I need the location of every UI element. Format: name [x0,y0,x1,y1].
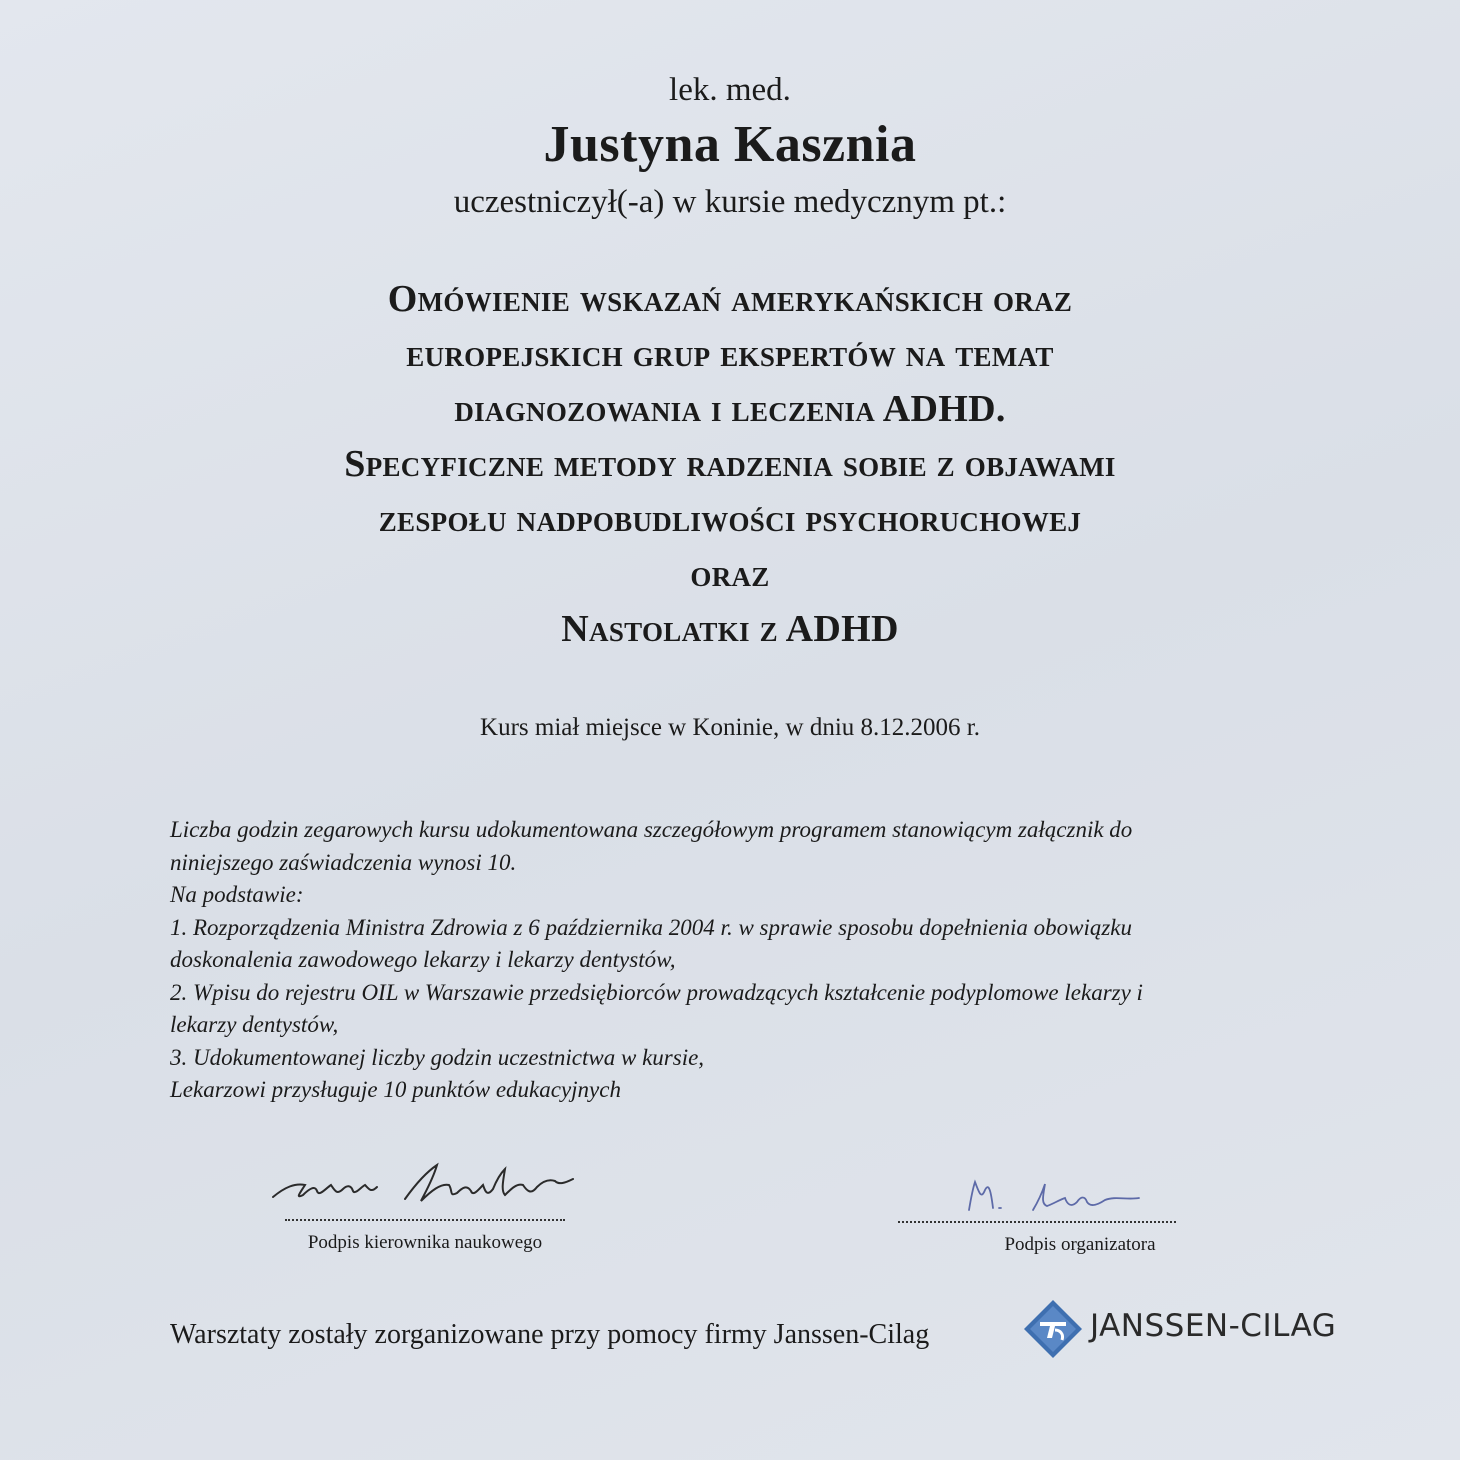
right-signature-line [898,1221,1176,1223]
legal-line: Lekarzowi przysługuje 10 punktów edukacyjnych [170,1077,621,1102]
course-title-line: zespołu nadpobudliwości psychoruchowej [378,498,1082,540]
janssen-cilag-logo-text: JANSSEN-CILAG [1090,1308,1337,1344]
legal-line: 1. Rozporządzenia Ministra Zdrowia z 6 października 2004 r. w sprawie sposobu dopełnienia obowiązku [170,914,1133,940]
course-title-line: Nastolatki z ADHD [561,608,899,650]
course-title [0,272,1460,657]
course-title-line: Omówienie wskazań amerykańskich oraz [387,278,1073,320]
place-date: Kurs miał miejsce w Koninie, w dniu 8.12.2006 r. [480,714,980,741]
course-title-line: oraz [690,553,770,595]
left-signature [265,1155,585,1215]
left-signature-line [285,1219,565,1221]
course-title-line: Specyficzne metody radzenia sobie z objawami [344,443,1116,485]
footer-text: Warsztaty zostały zorganizowane przy pomocy firmy Janssen-Cilag [170,1319,930,1350]
course-title-line: diagnozowania i leczenia ADHD. [454,388,1006,430]
legal-line: 2. Wpisu do rejestru OIL w Warszawie przedsiębiorców prowadzących kształcenie podyplomowe lekarzy i [170,979,1143,1005]
right-signature-label: Podpis organizatora [1004,1234,1156,1255]
participated-text: uczestniczył(-a) w kursie medycznym pt.: [453,184,1007,220]
title-prefix: lek. med. [669,72,791,108]
legal-line: doskonalenia zawodowego lekarzy i lekarzy dentystów, [170,947,676,972]
participant-name: Justyna Kasznia [543,116,917,173]
right-signature [955,1170,1155,1220]
left-signature-label: Podpis kierownika naukowego [307,1232,543,1253]
legal-line: 3. Udokumentowanej liczby godzin uczestnictwa w kursie, [170,1044,705,1070]
legal-line: Na podstawie: [170,882,304,907]
legal-text [170,814,1270,1107]
legal-line: Liczba godzin zegarowych kursu udokumentowana szczegółowym programem stanowiącym załącznik do [170,817,1133,842]
legal-line: lekarzy dentystów, [170,1012,339,1037]
legal-line: niniejszego zaświadczenia wynosi 10. [170,849,517,875]
janssen-cilag-logo-icon [1022,1298,1084,1360]
course-title-line: europejskich grup ekspertów na temat [406,333,1054,375]
